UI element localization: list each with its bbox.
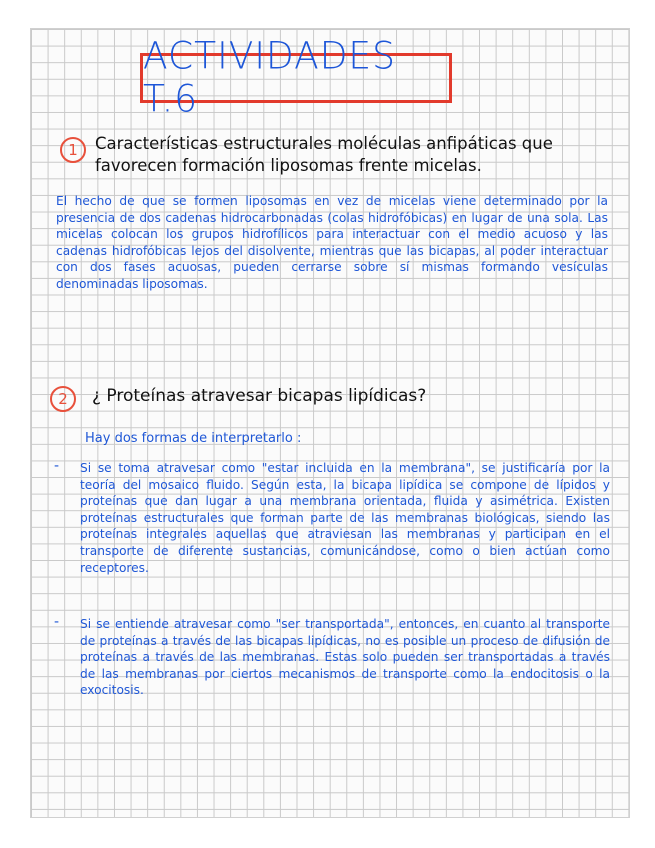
question-number-2: 2 [50, 386, 76, 412]
question-2-text: ¿ Proteínas atravesar bicapas lipídicas? [92, 386, 427, 406]
answer-2-intro: Hay dos formas de interpretarlo : [85, 431, 302, 446]
bullet-2-marker: - [54, 614, 60, 630]
question-number-1: 1 [60, 137, 86, 163]
question-1-text: Características estructurales moléculas anfipáticas que favorecen formación liposomas frente micelas. [95, 134, 553, 175]
bullet-2-text: Si se entiende atravesar como "ser transportada", entonces, en cuanto al transporte de proteínas a través de las bicapas lipídicas, no es posible un proceso de difusión de proteínas a través de las membranas. Estas solo pueden ser transportadas a través de las membranas por ciertos mecanismos de transporte como la endocitosis o la exocitosis. [80, 617, 610, 698]
title-box [140, 34, 452, 122]
bullet-1-marker: - [54, 458, 60, 474]
page-title: ACTIVIDADES T.6 [143, 34, 397, 122]
answer-1-text: El hecho de que se formen liposomas en vez de micelas viene determinado por la presencia de dos cadenas hidrocarbonadas (colas hidrofóbicas) en lugar de una sola. Las micelas colocan los grupos hidrofílicos para interactuar con el medio acuoso y las cadenas hidrofóbicas lejos del disolvente, mientras que las bicapas, al poder interactuar con dos fases acuosas, pueden cerrarse sobre sí mismas formando vesículas denominadas liposomas. [56, 194, 608, 291]
bullet-1-text: Si se toma atravesar como "estar incluida en la membrana", se justificaría por la teoría del mosaico fluido. Según esta, la bicapa lipídica se compone de lípidos y proteínas que dan lugar a una membrana orientada, fluida y asimétrica. Existen proteínas estructurales que forman parte de las membranas biológicas, siendo las proteínas integrales aquellas que atraviesan las membranas y participan en el transporte de diferente sustancias, comunicándose, como o bien actúan como receptores. [80, 461, 610, 575]
